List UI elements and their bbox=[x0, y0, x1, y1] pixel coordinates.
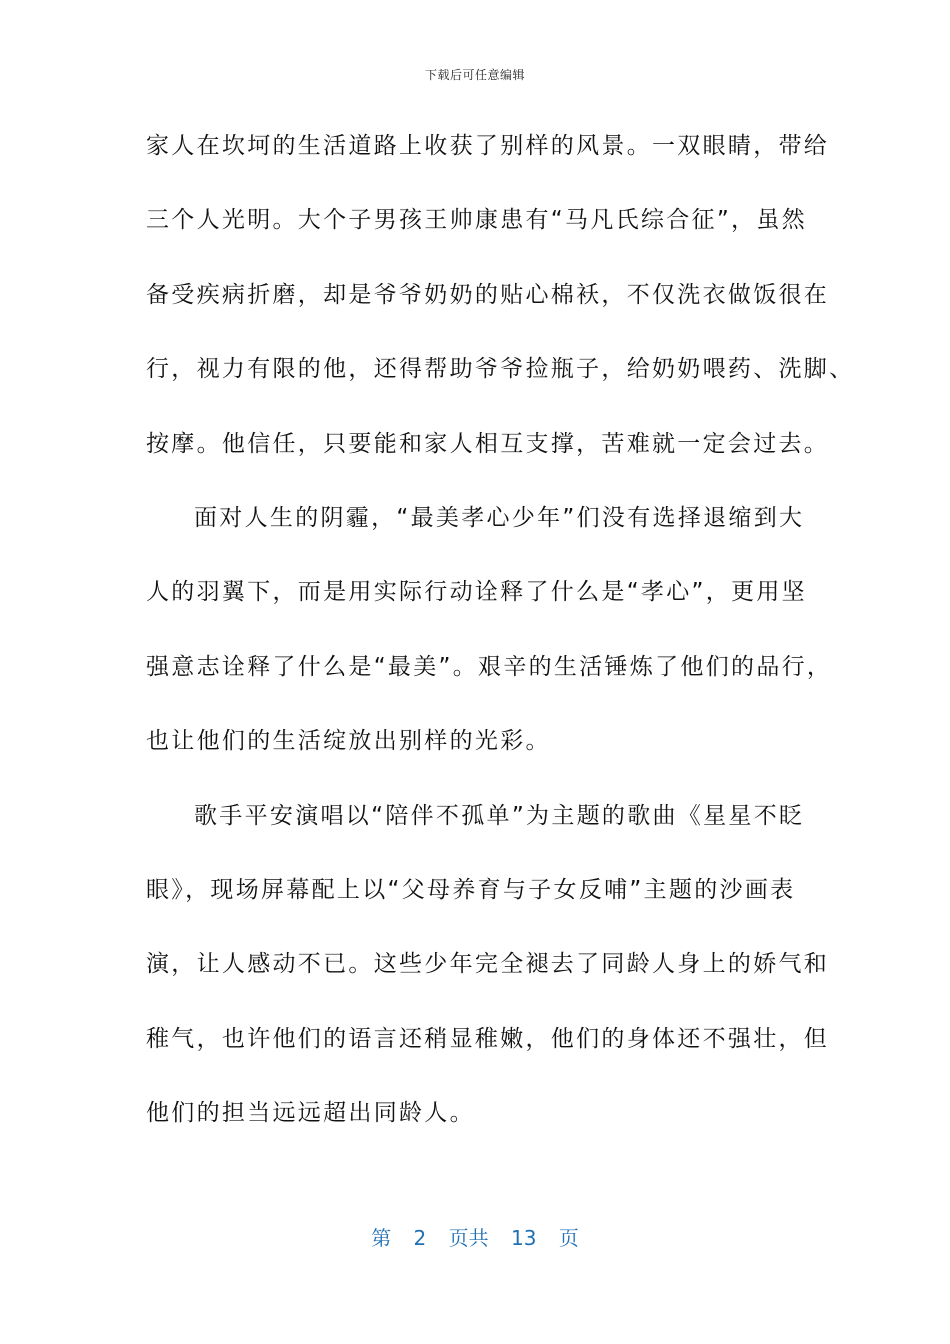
text-line: 他们的担当远远超出同龄人。 bbox=[146, 1100, 475, 1127]
page-footer bbox=[0, 1222, 950, 1251]
text-line: 行，视力有限的他，还得帮助爷爷捡瓶子，给奶奶喂药、洗脚、 bbox=[146, 356, 855, 383]
page-header: 下载后可任意编辑 bbox=[424, 68, 525, 82]
text-line: 人的羽翼下，而是用实际行动诠释了什么是“孝心”，更用坚 bbox=[146, 579, 807, 606]
page-label-suffix: 页 bbox=[558, 1226, 579, 1250]
current-page-number: 2 bbox=[413, 1226, 427, 1250]
text-line: 面对人生的阴霾，“最美孝心少年”们没有选择退缩到大 bbox=[194, 504, 805, 531]
text-line: 演，让人感动不已。这些少年完全褪去了同龄人身上的娇气和 bbox=[146, 951, 830, 978]
paragraph-2 bbox=[146, 486, 833, 784]
text-line: 按摩。他信任，只要能和家人相互支撑，苦难就一定会过去。 bbox=[146, 430, 830, 457]
text-line: 眼》，现场屏幕配上以“父母养育与子女反哺”主题的沙画表 bbox=[146, 876, 796, 903]
total-pages-number: 13 bbox=[511, 1226, 537, 1250]
text-line: 三个人光明。大个子男孩王帅康患有“马凡氏综合征”，虽然 bbox=[146, 207, 807, 234]
page-label-prefix: 第 bbox=[371, 1226, 392, 1250]
text-line: 歌手平安演唱以“陪伴不孤单”为主题的歌曲《星星不眨 bbox=[194, 802, 805, 829]
text-line: 家人在坎坷的生活道路上收获了别样的风景。一双眼睛，带给 bbox=[146, 133, 830, 159]
document-body bbox=[146, 114, 855, 1155]
page-label-mid: 页共 bbox=[448, 1226, 489, 1250]
paragraph-3 bbox=[146, 784, 830, 1156]
text-line: 也让他们的生活绽放出别样的光彩。 bbox=[146, 728, 551, 755]
text-line: 强意志诠释了什么是“最美”。艰辛的生活锤炼了他们的品行， bbox=[146, 653, 833, 680]
text-line: 备受疾病折磨，却是爷爷奶奶的贴心棉袄，不仅洗衣做饭很在 bbox=[146, 281, 830, 308]
text-line: 稚气，也许他们的语言还稍显稚嫩，他们的身体还不强壮，但 bbox=[146, 1025, 830, 1052]
paragraph-1 bbox=[146, 114, 855, 486]
